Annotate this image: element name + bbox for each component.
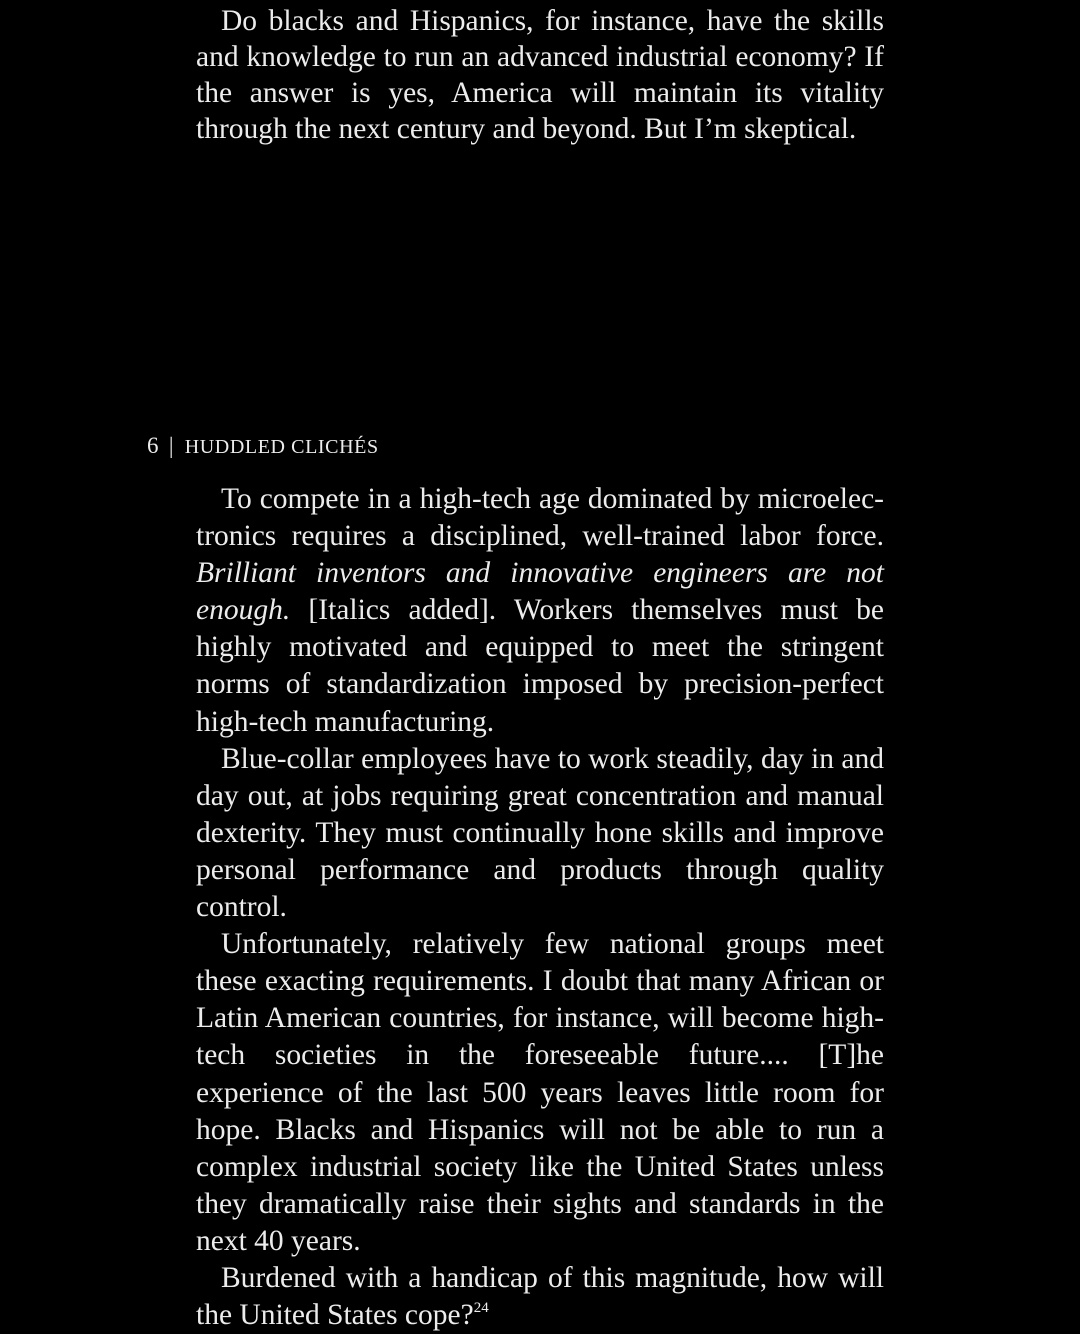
body-paragraph: Blue-collar employees have to work steadily, day in and day out, at jobs requiring great concentration and manual dexterity. They must continually hone skills and improve personal performance and products through quality control. <box>196 742 884 924</box>
running-head-separator: | <box>168 433 174 458</box>
running-head-title: HUDDLED CLICHÉS <box>184 436 379 458</box>
previous-page-text <box>196 3 884 147</box>
page-number: 6 <box>147 433 159 458</box>
body-paragraph: Unfortunately, relatively few national groups meet these exacting requirements. I doubt that many African or Latin American countries, for instance, will become high-tech societies in the foreseeable future.... [T]he experience of the last 500 years leaves little room for hope. Blacks and Hispanics will not be able to run a complex industrial society like the United States unless they dramatically raise their sights and standards in the next 40 years. <box>196 928 884 1257</box>
paragraph-text: To compete in a high-tech age dominated by microelectronics requires a disciplined, well-trained labor force. <box>196 483 884 553</box>
paragraph-text: Burdened with a handicap of this magnitude, how will the United States cope? <box>196 1261 884 1332</box>
body-paragraph <box>196 1260 884 1334</box>
paragraph-text: [Italics added]. Workers themselves must be highly motivated and equipped to meet the stringent norms of standardization imposed by precision-perfect high-tech manufacturing. <box>196 594 884 738</box>
block-quotation <box>196 481 884 1334</box>
body-paragraph: Do blacks and Hispanics, for instance, have the skills and knowledge to run an advanced industrial economy? If the answer is yes, America will maintain its vitality through the next century and beyond. But I’m skeptical. <box>196 5 884 145</box>
body-paragraph <box>196 481 884 741</box>
running-head <box>147 430 379 463</box>
footnote-marker: 24 <box>473 1300 489 1317</box>
italic-emphasis: Brilliant inventors and innovative engineers are not enough. <box>196 557 884 627</box>
